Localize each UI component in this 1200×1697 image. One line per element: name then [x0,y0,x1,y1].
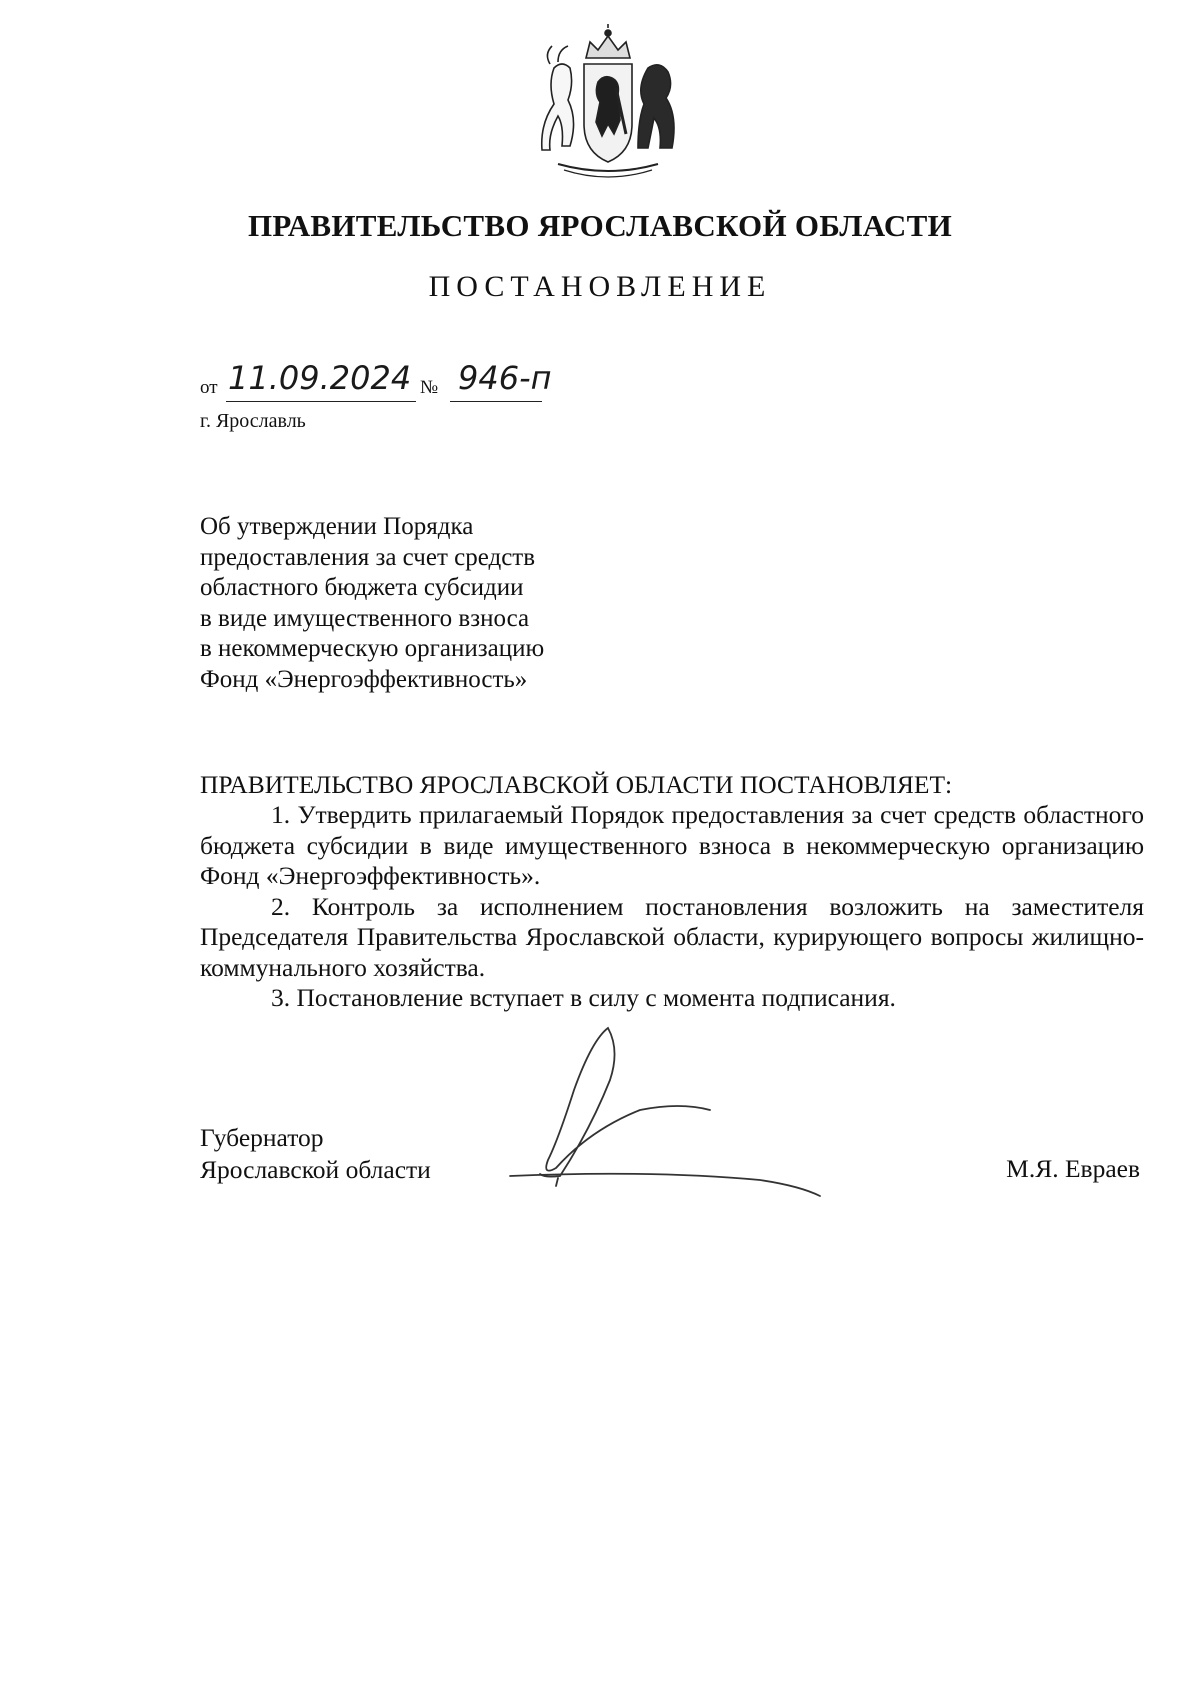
signer-position [200,1122,431,1186]
resolution-paragraph: 1. Утвердить прилагаемый Порядок предоставления за счет средств областного бюджета субсидии в виде имущественного взноса в некоммерческую организацию Фонд «Энергоэффективность». [200,800,1144,890]
subject-line: в виде имущественного взноса [200,604,530,632]
number-underline [450,401,542,402]
resolution-paragraph: 3. Постановление вступает в силу с момента подписания. [271,983,896,1012]
signer-position-line: Ярославской области [200,1155,431,1184]
document-subject [200,512,544,695]
registration-line [200,359,620,405]
resolution-body [200,800,1144,1014]
number-label: № [420,377,439,398]
issue-city: г. Ярославль [200,410,306,432]
subject-line: в некоммерческую организацию [200,635,545,662]
signer-name: М.Я. Евраев [1006,1154,1140,1183]
subject-line: предоставления за счет средств [200,543,536,571]
subject-line: Об утверждении Порядка [200,513,474,540]
resolution-paragraph: 2. Контроль за исполнением постановления возложить на заместителя Председателя Правительства Ярославской области, курирующего вопросы жилищно-коммунального хозяйства. [200,891,1144,982]
document-number: 946-п [458,359,552,397]
date-prefix: от [200,377,218,398]
signer-position-line: Губернатор [200,1123,324,1152]
document-type: ПОСТАНОВЛЕНИЕ [428,270,772,303]
handwritten-signature [500,1010,920,1230]
subject-line: Фонд «Энергоэффективность» [200,665,528,693]
date-underline [226,401,416,402]
coat-of-arms-emblem [528,24,688,184]
resolution-preamble: ПРАВИТЕЛЬСТВО ЯРОСЛАВСКОЙ ОБЛАСТИ ПОСТАНОВЛЯЕТ: [200,770,953,799]
document-date: 11.09.2024 [228,359,412,397]
government-title: ПРАВИТЕЛЬСТВО ЯРОСЛАВСКОЙ ОБЛАСТИ [248,208,952,243]
subject-line: областного бюджета субсидии [200,574,524,601]
